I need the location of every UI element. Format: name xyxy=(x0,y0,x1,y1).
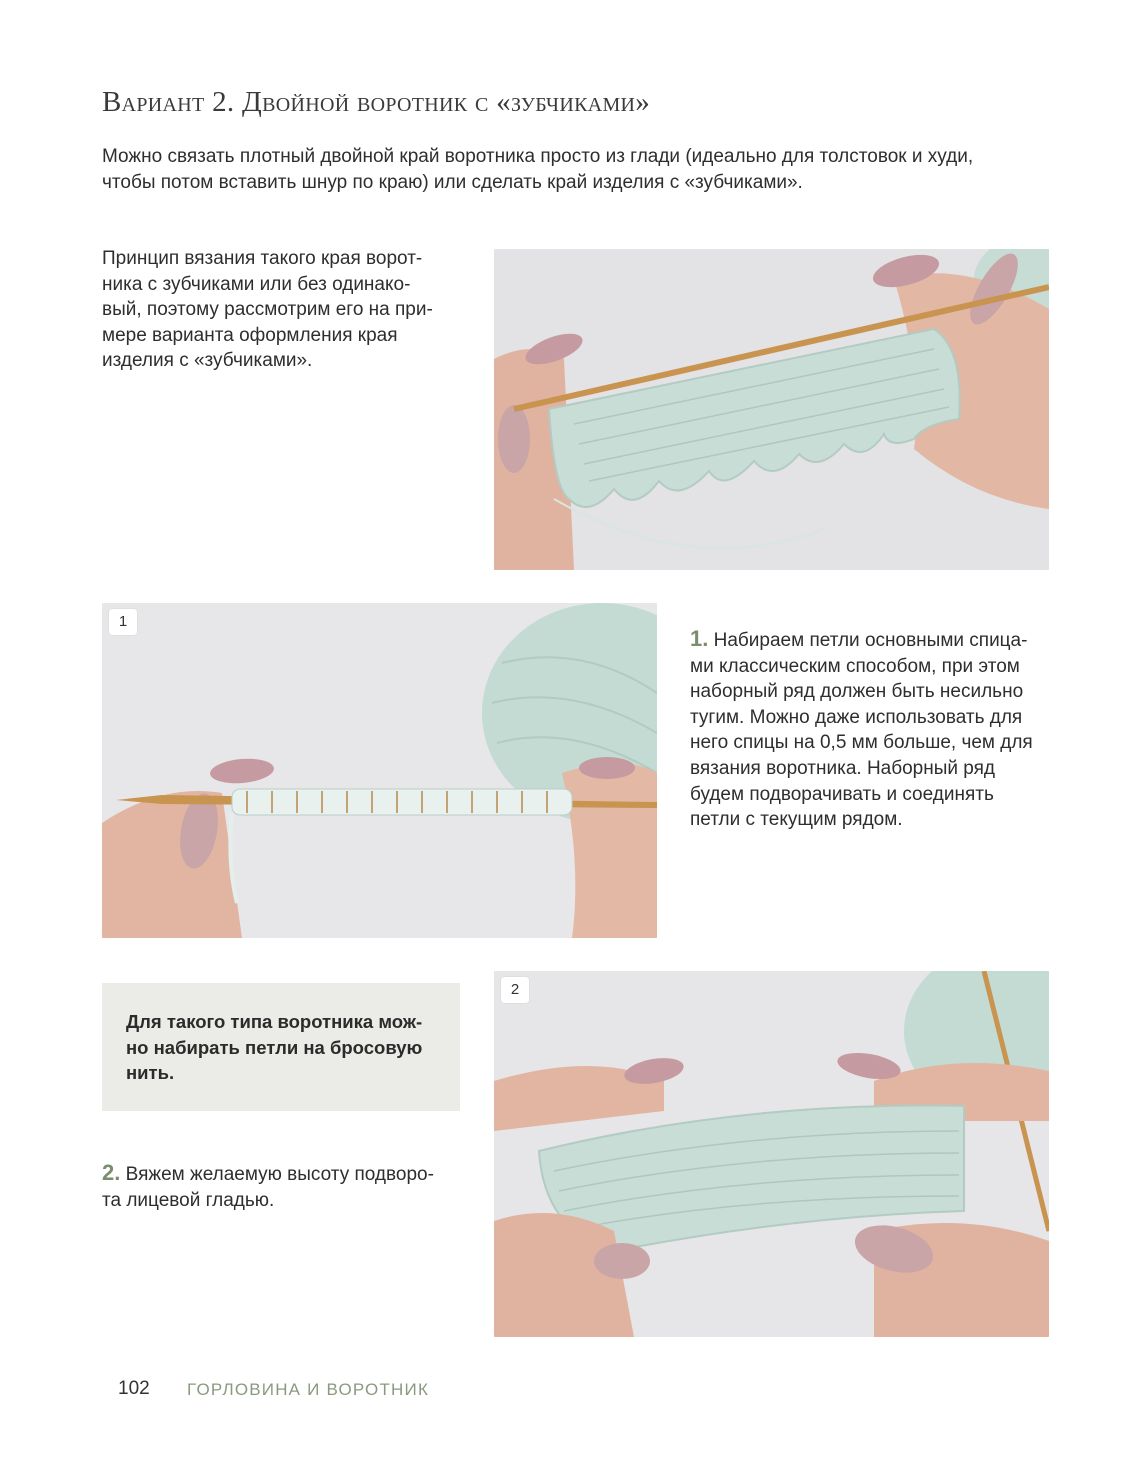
step-1-number: 1. xyxy=(690,626,709,651)
tip-note-line: нить. xyxy=(126,1062,175,1084)
step-1-line: будем подворачивать и соединять xyxy=(690,783,994,805)
intro-line: Можно связать плотный двойной край воротника просто из глади (идеально для толстовок и худи, xyxy=(102,146,974,167)
step-1-line: тугим. Можно даже использовать для xyxy=(690,706,1023,728)
tip-note-line: Для такого типа воротника мож- xyxy=(126,1011,423,1032)
step-1-line: наборный ряд должен быть несильно xyxy=(690,681,1024,703)
step-1-line xyxy=(690,626,1070,654)
step-1-line: ми классическим способом, при этом xyxy=(690,655,1020,677)
step-2-line: та лицевой гладью. xyxy=(102,1189,275,1211)
photo-number-badge: 1 xyxy=(109,609,137,635)
intro-line: чтобы потом вставить шнур по краю) или сделать край изделия с «зубчиками». xyxy=(102,171,803,193)
section-heading: Вариант 2. Двойной воротник с «зубчиками» xyxy=(102,86,651,118)
step-1-first-line: Набираем петли основными спица- xyxy=(708,630,1028,651)
tip-note-box xyxy=(102,983,460,1111)
photo-step-2 xyxy=(494,971,1049,1337)
step-2-number: 2. xyxy=(102,1160,121,1185)
principle-line: ника с зубчиками или без одинако- xyxy=(102,273,411,295)
intro-paragraph xyxy=(102,144,1062,195)
step-1-line: него спицы на 0,5 мм больше, чем для xyxy=(690,732,1033,754)
principle-paragraph xyxy=(102,246,462,374)
principle-line: вый, поэтому рассмотрим его на при- xyxy=(102,299,433,321)
step-1-line: петли с текущим рядом. xyxy=(690,809,903,831)
photo-step-1 xyxy=(102,603,657,938)
principle-line: мере варианта оформления края xyxy=(102,324,398,346)
photo-picot-edge xyxy=(494,249,1049,570)
tip-note-line: но набирать петли на бросовую xyxy=(126,1036,423,1058)
step-2-paragraph xyxy=(102,1160,462,1213)
principle-line: Принцип вязания такого края ворот- xyxy=(102,248,423,269)
page-number: 102 xyxy=(118,1378,150,1399)
step-1-paragraph xyxy=(690,626,1070,833)
photo-number-badge: 2 xyxy=(501,977,529,1003)
tip-note-text xyxy=(126,1009,446,1086)
step-1-line: вязания воротника. Наборный ряд xyxy=(690,757,996,779)
principle-line: изделия с «зубчиками». xyxy=(102,350,313,372)
step-2-line xyxy=(102,1160,462,1188)
running-section-title: ГОРЛОВИНА И ВОРОТНИК xyxy=(187,1380,430,1399)
step-2-first-line: Вяжем желаемую высоту подворо- xyxy=(120,1164,434,1185)
